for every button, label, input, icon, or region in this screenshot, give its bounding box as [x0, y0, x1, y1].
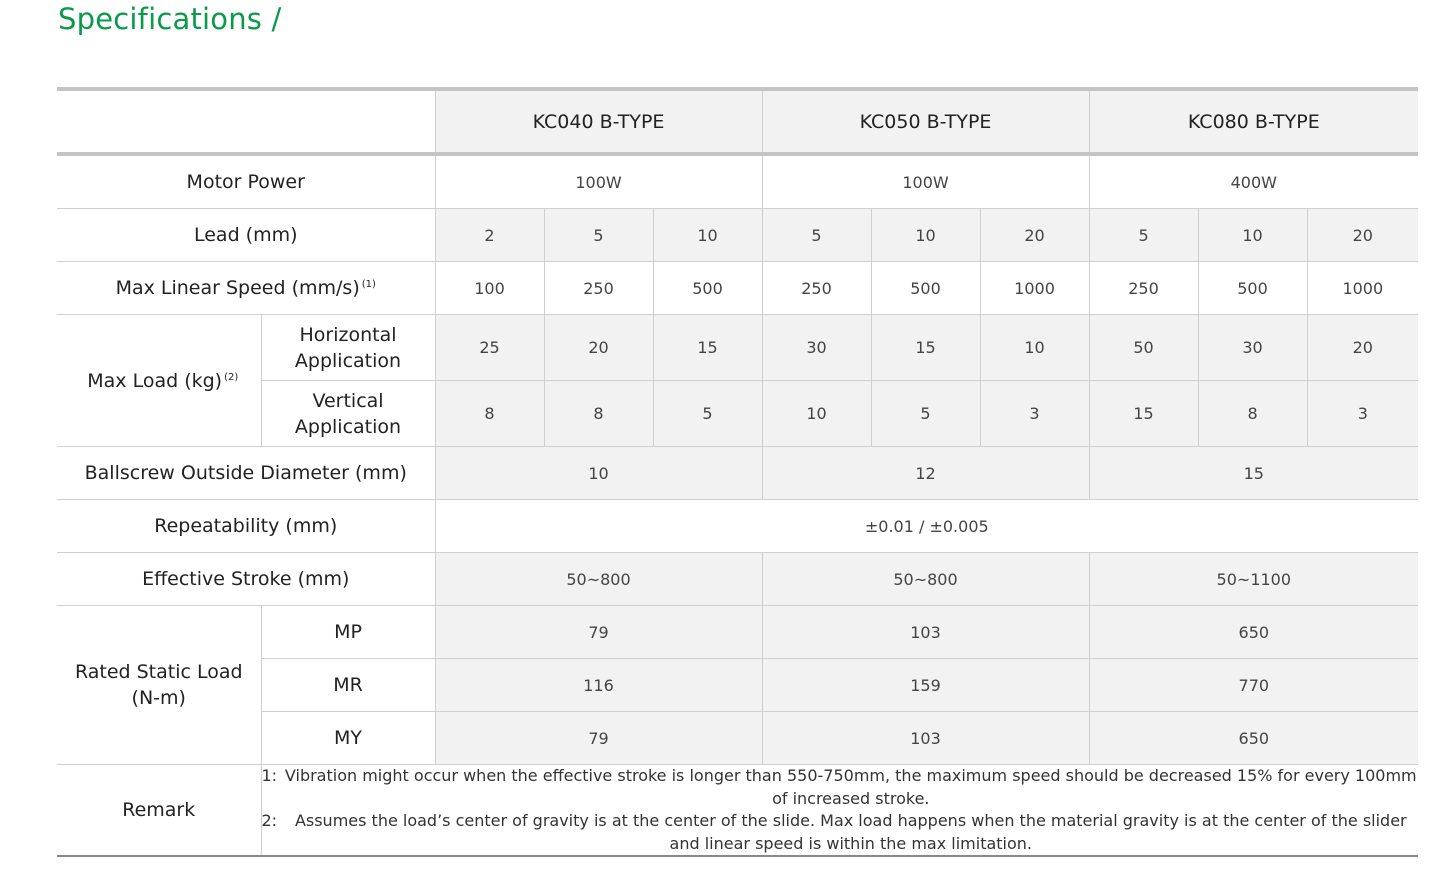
table-cell: 103 — [762, 712, 1089, 765]
sub-label-horizontal: Horizontal Application — [261, 315, 435, 381]
table-cell: 15 — [871, 315, 980, 381]
remark-text: Vibration might occur when the effective stroke is longer than 550-750mm, the maximum speed should be decreased 15% for every 100mm of increased stroke. — [284, 766, 1417, 808]
table-cell: 650 — [1089, 606, 1418, 659]
table-cell: 500 — [871, 262, 980, 315]
remark-number: 1: — [261, 766, 278, 785]
row-label-remark: Remark — [57, 765, 261, 857]
table-cell: 12 — [762, 447, 1089, 500]
table-cell: 79 — [435, 606, 762, 659]
table-cell: 500 — [653, 262, 762, 315]
remark-item — [262, 810, 1419, 855]
table-cell: 3 — [980, 381, 1089, 447]
row-label-lead: Lead (mm) — [57, 209, 435, 262]
specifications-table — [57, 87, 1418, 857]
table-cell: 5 — [1089, 209, 1198, 262]
table-row — [57, 765, 1418, 857]
row-label-rated-static-load: Rated Static Load (N-m) — [57, 606, 261, 765]
table-cell: 2 — [435, 209, 544, 262]
table-cell: 1000 — [980, 262, 1089, 315]
table-cell: 1000 — [1307, 262, 1418, 315]
page-title: Specifications / — [58, 2, 282, 36]
table-cell: ±0.01 / ±0.005 — [435, 500, 1418, 553]
row-label-max-load — [57, 315, 261, 447]
table-cell: 15 — [653, 315, 762, 381]
table-cell: 400W — [1089, 154, 1418, 209]
table-cell: 10 — [980, 315, 1089, 381]
table-row — [57, 209, 1418, 262]
remark-list — [262, 765, 1419, 855]
table-cell: 20 — [1307, 315, 1418, 381]
table-row — [57, 606, 1418, 659]
header-corner-cell — [57, 89, 435, 154]
header-row — [57, 89, 1418, 154]
remark-item — [262, 765, 1419, 810]
sub-label-my: MY — [261, 712, 435, 765]
sub-label-vertical: Vertical Application — [261, 381, 435, 447]
table-cell: 8 — [544, 381, 653, 447]
table-cell: 50~800 — [435, 553, 762, 606]
table-cell: 770 — [1089, 659, 1418, 712]
table-cell: 15 — [1089, 381, 1198, 447]
table-row — [57, 315, 1418, 381]
table-cell: 250 — [762, 262, 871, 315]
table-cell: 50~800 — [762, 553, 1089, 606]
table-row — [57, 659, 1418, 712]
model-header-kc040: KC040 B-TYPE — [435, 89, 762, 154]
row-label-effective-stroke: Effective Stroke (mm) — [57, 553, 435, 606]
row-label-motor-power: Motor Power — [57, 154, 435, 209]
table-cell: 159 — [762, 659, 1089, 712]
table-row — [57, 500, 1418, 553]
table-cell: 10 — [435, 447, 762, 500]
table-cell: 50~1100 — [1089, 553, 1418, 606]
remark-cell — [261, 765, 1418, 857]
table-cell: 5 — [544, 209, 653, 262]
table-cell: 250 — [544, 262, 653, 315]
table-row — [57, 154, 1418, 209]
sub-label-mr: MR — [261, 659, 435, 712]
table-cell: 10 — [762, 381, 871, 447]
table-cell: 100 — [435, 262, 544, 315]
table-cell: 8 — [435, 381, 544, 447]
remark-number: 2: — [261, 811, 278, 830]
row-label-ballscrew: Ballscrew Outside Diameter (mm) — [57, 447, 435, 500]
table-cell: 30 — [762, 315, 871, 381]
table-row — [57, 262, 1418, 315]
row-label-repeatability: Repeatability (mm) — [57, 500, 435, 553]
footnote-marker: (2) — [224, 371, 239, 383]
table-cell: 8 — [1198, 381, 1307, 447]
model-header-kc050: KC050 B-TYPE — [762, 89, 1089, 154]
sub-label-mp: MP — [261, 606, 435, 659]
table-row — [57, 447, 1418, 500]
table-cell: 650 — [1089, 712, 1418, 765]
table-cell: 5 — [871, 381, 980, 447]
table-cell: 100W — [762, 154, 1089, 209]
table-cell: 20 — [1307, 209, 1418, 262]
remark-text: Assumes the load’s center of gravity is at the center of the slide. Max load happens when the material gravity is at the center of the slider and linear speed is within the max limitation. — [294, 811, 1407, 853]
row-label-text: Max Load (kg) — [87, 369, 223, 392]
table-row — [57, 553, 1418, 606]
table-cell: 79 — [435, 712, 762, 765]
table-cell: 20 — [544, 315, 653, 381]
table-cell: 100W — [435, 154, 762, 209]
table-cell: 10 — [1198, 209, 1307, 262]
table-row — [57, 381, 1418, 447]
table-cell: 103 — [762, 606, 1089, 659]
table-cell: 10 — [871, 209, 980, 262]
table-cell: 50 — [1089, 315, 1198, 381]
table-cell: 30 — [1198, 315, 1307, 381]
table-cell: 250 — [1089, 262, 1198, 315]
table-row — [57, 712, 1418, 765]
table-cell: 10 — [653, 209, 762, 262]
table-cell: 20 — [980, 209, 1089, 262]
table-cell: 25 — [435, 315, 544, 381]
row-label-text: Max Linear Speed (mm/s) — [115, 277, 360, 299]
table-cell: 116 — [435, 659, 762, 712]
model-header-kc080: KC080 B-TYPE — [1089, 89, 1418, 154]
row-label-max-linear-speed — [57, 262, 435, 315]
table-cell: 15 — [1089, 447, 1418, 500]
table-cell: 5 — [762, 209, 871, 262]
table-cell: 500 — [1198, 262, 1307, 315]
table-cell: 3 — [1307, 381, 1418, 447]
footnote-marker: (1) — [361, 279, 376, 290]
table-cell: 5 — [653, 381, 762, 447]
